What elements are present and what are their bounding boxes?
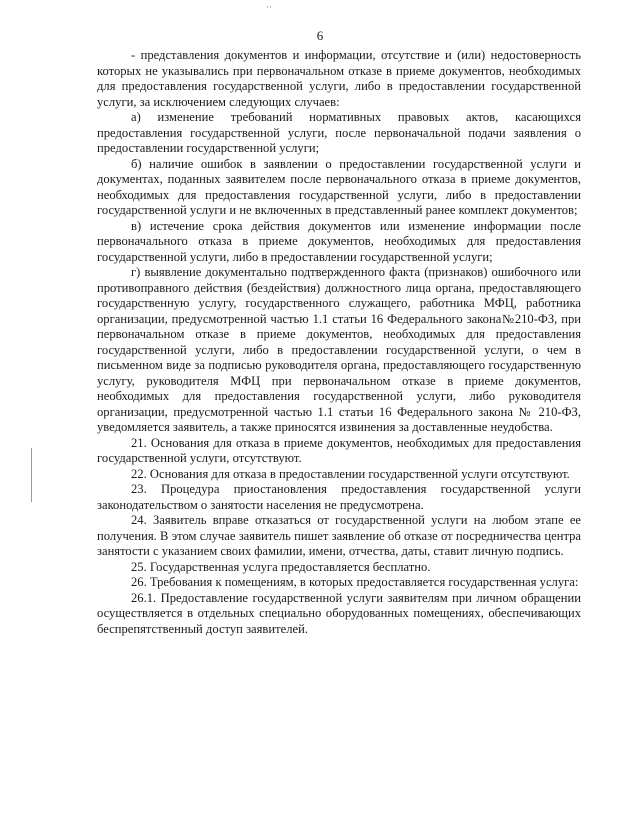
paragraph-24: 24. Заявитель вправе отказаться от государственной услуги на любом этапе ее получения. В этом случае заявитель пишет заявление об отказе от посредничества центра занятости с указанием своих фамилии, имени, отчества, даты, ставит личную подпись. (97, 513, 581, 558)
page-number: 6 (316, 28, 324, 43)
document-body (97, 48, 581, 637)
paragraph-26-1: 26.1. Предоставление государственной услуги заявителям при личном обращении осуществляется в отдельных специально оборудованных помещениях, обеспечивающих беспрепятственный доступ заявителей. (97, 590, 581, 636)
paragraph-item-b: б) наличие ошибок в заявлении о предоставлении государственной услуги и документах, поданных заявителем после первоначального отказа в приеме документов, необходимых для предоставления государственной услуги, либо в предоставлении государственной услуги и не включенных в представленный ранее комплект документов; (97, 156, 581, 217)
margin-mark (31, 448, 32, 502)
paragraph-item-a: а) изменение требований нормативных правовых актов, касающихся предоставления государственной услуги, после первоначальной подачи заявления о предоставлении государственной услуги; (97, 110, 581, 155)
paragraph-exception-intro: - представления документов и информации, отсутствие и (или) недостоверность которых не указывались при первоначальном отказе в приеме документов, необходимых для предоставления государственной услуги, либо в предоставлении государственной услуги, за исключением следующих случаев: (97, 48, 581, 109)
paragraph-21: 21. Основания для отказа в приеме документов, необходимых для предоставления государственной услуги, отсутствуют. (97, 435, 581, 465)
paragraph-26: 26. Требования к помещениям, в которых предоставляется государственная услуга: (131, 575, 579, 589)
paragraph-23: 23. Процедура приостановления предоставления государственной услуги законодательством о занятости населения не предусмотрена. (97, 482, 581, 512)
paragraph-25: 25. Государственная услуга предоставляется бесплатно. (131, 559, 431, 574)
paragraph-item-g: г) выявление документально подтвержденного факта (признаков) ошибочного или противоправного действия (бездействия) должностного лица органа, предоставляющего государственную услугу, государственного служащего, работника МФЦ, работника организации, предусмотренной частью 1.1 статьи 16 Федерального закона№210-ФЗ, при первоначальном отказе в приеме документов, необходимых для предоставления государственной услуги, либо в предоставлении государственной услуги, о чем в письменном виде за подписью руководителя органа, предоставляющего государственную услугу, руководителя МФЦ при первоначальном отказе в приеме документов, необходимых для предоставления государственной услуги, либо руководителя организации, предусмотренной частью 1.1 статьи 16 Федерального закона № 210-ФЗ, уведомляется заявитель, а также приносятся извинения за доставленные неудобства. (97, 265, 581, 434)
paragraph-22: 22. Основания для отказа в предоставлении государственной услуги отсутствуют. (131, 466, 570, 481)
paragraph-item-v: в) истечение срока действия документов или изменение информации после первоначального отказа в приеме документов, необходимых для предоставления государственной услуги, либо в предоставлении государственной услуги; (97, 218, 581, 264)
scan-mark: ·· (266, 2, 272, 12)
